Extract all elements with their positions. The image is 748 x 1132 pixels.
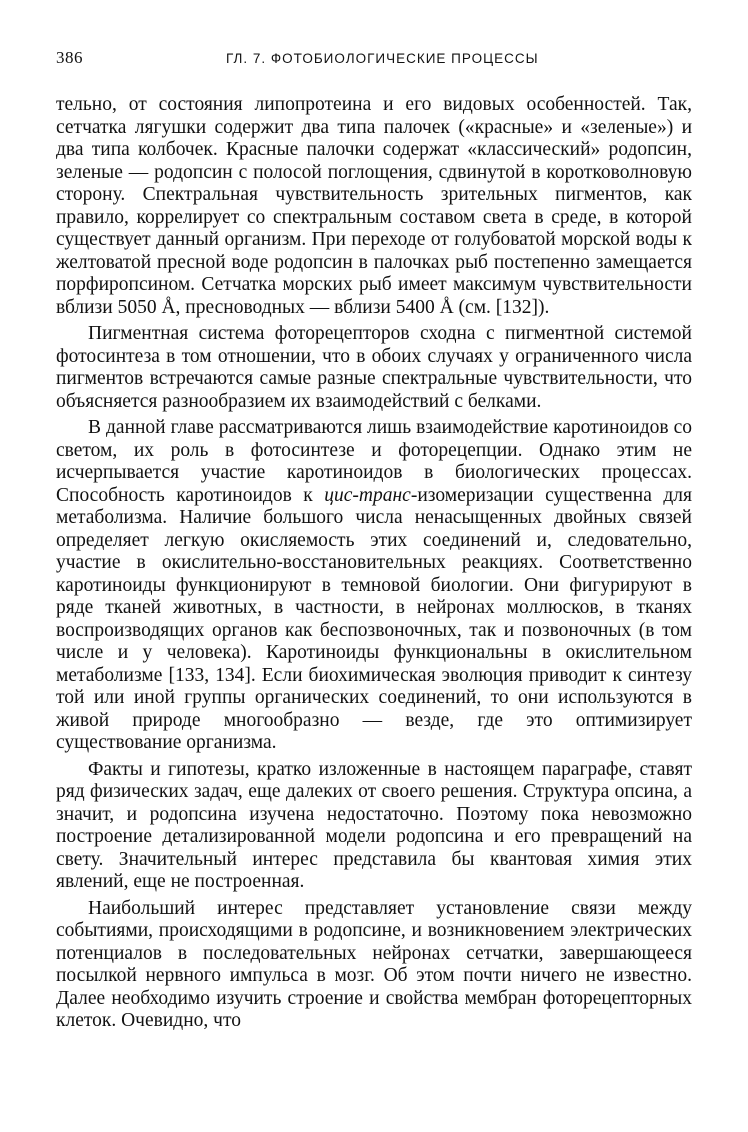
chapter-title: ГЛ. 7. ФОТОБИОЛОГИЧЕСКИЕ ПРОЦЕССЫ xyxy=(226,51,539,66)
book-page xyxy=(56,48,692,1033)
body-text xyxy=(56,94,692,1033)
paragraph: Факты и гипотезы, кратко изложенные в настоящем параграфе, ставят ряд физических задач, еще далеких от своего решения. Структура опсина, а значит, и родопсина изучена недостаточно. Поэтому пока невозможно построение детализированной модели родопсина и его превращений на свету. Значительный интерес представила бы квантовая химия этих явлений, еще не построенная. xyxy=(56,758,692,892)
paragraph-text-before: В данной главе рассматриваются лишь взаимодействие каротиноидов со светом, их роль в фотосинтезе и фоторецепции. Однако этим не исчерпывается участие каротиноидов в биологических процессах. Способность каротиноидов к xyxy=(56,417,692,506)
paragraph: Наибольший интерес представляет установление связи между событиями, происходящими в родопсине, и возникновением электрических потенциалов в последовательных нейронах сетчатки, завершающееся посылкой нервного импульса в мозг. Об этом почти ничего не известно. Далее необходимо изучить строение и свойства мембран фоторецепторных клеток. Очевидно, что xyxy=(56,897,692,1031)
paragraph-carotenoids xyxy=(56,417,692,755)
italic-term: цис-транс- xyxy=(324,484,418,506)
page-number: 386 xyxy=(56,48,83,67)
paragraph: Пигментная система фоторецепторов сходна с пигментной системой фотосинтеза в том отношении, что в обоих случаях у ограниченного числа пигментов встречаются самые разные спектральные чувствительности, что объясняется разнообразием их взаимодействий с белками. xyxy=(56,323,692,412)
running-head xyxy=(56,48,692,76)
paragraph-text-after: изомеризации существенна для метаболизма. Наличие большого числа ненасыщенных двойных связей определяет легкую окисляемость этих соединений и, следовательно, участие в окислительно-восстановительных реакциях. Соответственно каротиноиды функционируют в темновой биологии. Они фигурируют в ряде тканей животных, в частности, в нейронах моллюсков, в тканях воспроизводящих органов как беспозвоночных, так и позвоночных (в том числе и у человека). Каротиноиды функциональны в окислительном метаболизме [133, 134]. Если биохимическая эволюция приводит к синтезу той или иной группы органических соединений, то они используются в живой природе многообразно — везде, где это оптимизирует существование организма. xyxy=(56,484,692,753)
paragraph-continued: тельно, от состояния липопротеина и его видовых особенностей. Так, сетчатка лягушки содержит два типа палочек («красные» и «зеленые») и два типа колбочек. Красные палочки содержат «классический» родопсин, зеленые — родопсин с полосой поглощения, сдвинутой в коротковолновую сторону. Спектральная чувствительность зрительных пигментов, как правило, коррелирует со спектральным составом света в среде, в которой существует данный организм. При переходе от голубоватой морской воды к желтоватой пресной воде родопсин в палочках рыб постепенно замещается порфиропсином. Сетчатка морских рыб имеет максимум чувствительности вблизи 5050 Å, пресноводных — вблизи 5400 Å (см. [132]). xyxy=(56,94,692,318)
